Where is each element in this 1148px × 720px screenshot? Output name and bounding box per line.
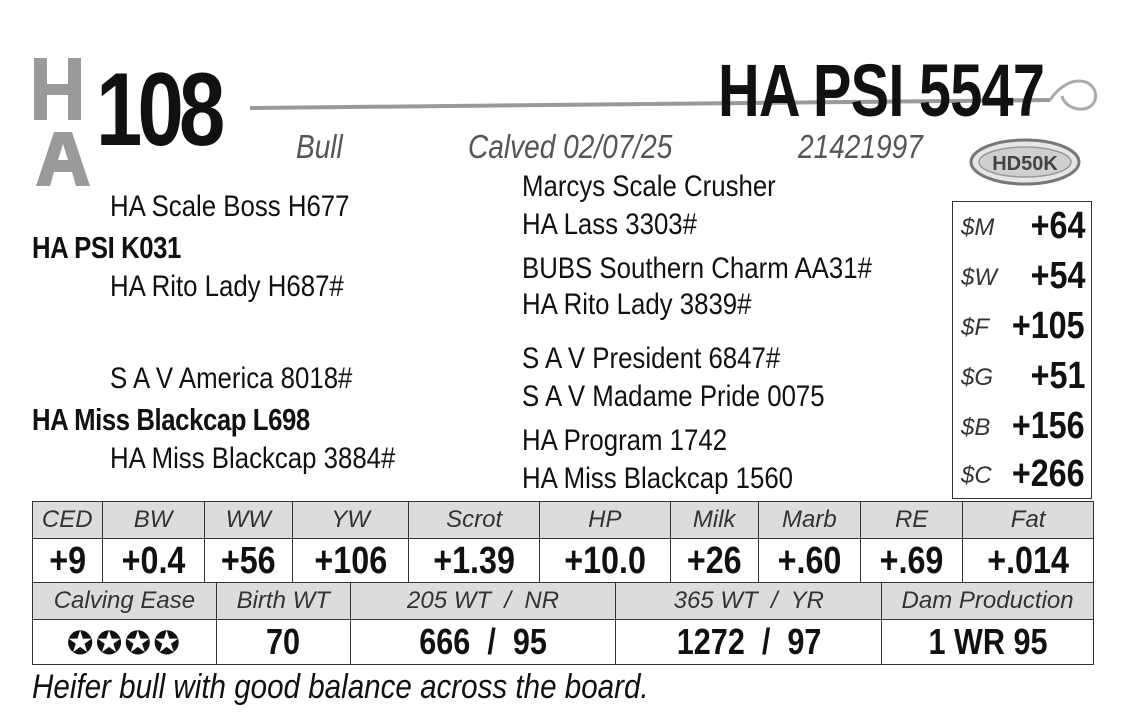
gen3-6: S A V Madame Pride 0075: [522, 380, 825, 413]
epd-value-row: [33, 539, 1094, 584]
epd-header: CED: [33, 502, 103, 539]
dam-dam: HA Miss Blackcap 3884#: [110, 442, 396, 475]
hd50k-badge-icon: [968, 136, 1082, 188]
perf-header: Birth WT: [216, 583, 350, 620]
birth-weight: 70: [266, 621, 301, 662]
lot-number: 108: [96, 52, 221, 168]
sire: HA PSI K031: [32, 230, 181, 265]
index-label: $F: [961, 314, 990, 341]
weight-365: 1272 / 97: [676, 621, 822, 662]
perf-header: 205 WT / NR: [350, 583, 616, 620]
index-row: [953, 252, 1091, 302]
epd-header: RE: [861, 502, 963, 539]
gen3-1: Marcys Scale Crusher: [522, 170, 776, 203]
index-label: $W: [961, 264, 997, 291]
epd-value: +56: [220, 539, 276, 582]
epd-value: +10.0: [563, 539, 646, 582]
sex-label: Bull: [296, 128, 343, 165]
dam-sire: S A V America 8018#: [110, 362, 353, 395]
epd-header: HP: [539, 502, 670, 539]
index-value: +54: [1030, 255, 1085, 297]
epd-header: YW: [292, 502, 408, 539]
index-row: [953, 352, 1091, 402]
performance-value-row: [33, 620, 1094, 665]
epd-value: +0.4: [121, 539, 186, 582]
gen3-2: HA Lass 3303#: [522, 208, 697, 241]
epd-value: +.60: [777, 539, 842, 582]
sire-dam: HA Rito Lady H687#: [110, 270, 344, 303]
gen3-4: HA Rito Lady 3839#: [522, 288, 752, 321]
index-row: [953, 402, 1091, 452]
epd-value: +.014: [987, 539, 1069, 582]
sire-sire: HA Scale Boss H677: [110, 190, 350, 223]
epd-value: +26: [686, 539, 742, 582]
performance-table: [32, 582, 1094, 665]
perf-header: 365 WT / YR: [616, 583, 882, 620]
registration-number: 21421997: [798, 128, 923, 165]
gen3-7: HA Program 1742: [522, 424, 728, 457]
index-value: +51: [1030, 355, 1085, 397]
dollar-index-box: [952, 201, 1092, 499]
epd-header: Scrot: [409, 502, 540, 539]
gen3-8: HA Miss Blackcap 1560: [522, 462, 794, 495]
index-label: $M: [961, 214, 995, 241]
epd-table: [32, 501, 1094, 584]
index-value: +156: [1012, 405, 1085, 447]
index-row: [953, 450, 1091, 500]
gen3-3: BUBS Southern Charm AA31#: [522, 252, 872, 285]
epd-value: +1.39: [433, 539, 516, 582]
epd-header-row: [33, 502, 1094, 539]
epd-value: +9: [48, 539, 86, 582]
index-value: +105: [1012, 305, 1085, 347]
index-value: +64: [1030, 205, 1085, 247]
index-label: $C: [961, 462, 992, 489]
perf-header: Dam Production: [882, 583, 1094, 620]
dam-production: 1 WR 95: [928, 621, 1048, 662]
epd-header: Milk: [670, 502, 758, 539]
performance-header-row: [33, 583, 1094, 620]
animal-name: HA PSI 5547: [717, 49, 1044, 132]
index-label: $B: [961, 414, 991, 441]
epd-header: Marb: [758, 502, 860, 539]
index-label: $G: [961, 364, 994, 391]
epd-header: WW: [204, 502, 292, 539]
svg-text:HD50K: HD50K: [992, 153, 1058, 175]
index-value: +266: [1012, 453, 1085, 495]
epd-value: +106: [314, 539, 387, 582]
epd-header: BW: [102, 502, 204, 539]
index-row: [953, 202, 1091, 252]
index-row: [953, 302, 1091, 352]
calving-ease-stars-icon: ✪✪✪✪: [66, 625, 183, 661]
epd-header: Fat: [963, 502, 1094, 539]
gen3-5: S A V President 6847#: [522, 342, 781, 375]
weight-205: 666 / 95: [419, 621, 547, 662]
dam: HA Miss Blackcap L698: [32, 402, 310, 437]
epd-value: +.69: [879, 539, 944, 582]
perf-header: Calving Ease: [33, 583, 217, 620]
calved-date: Calved 02/07/25: [468, 128, 673, 165]
comment: Heifer bull with good balance across the board.: [32, 668, 649, 706]
